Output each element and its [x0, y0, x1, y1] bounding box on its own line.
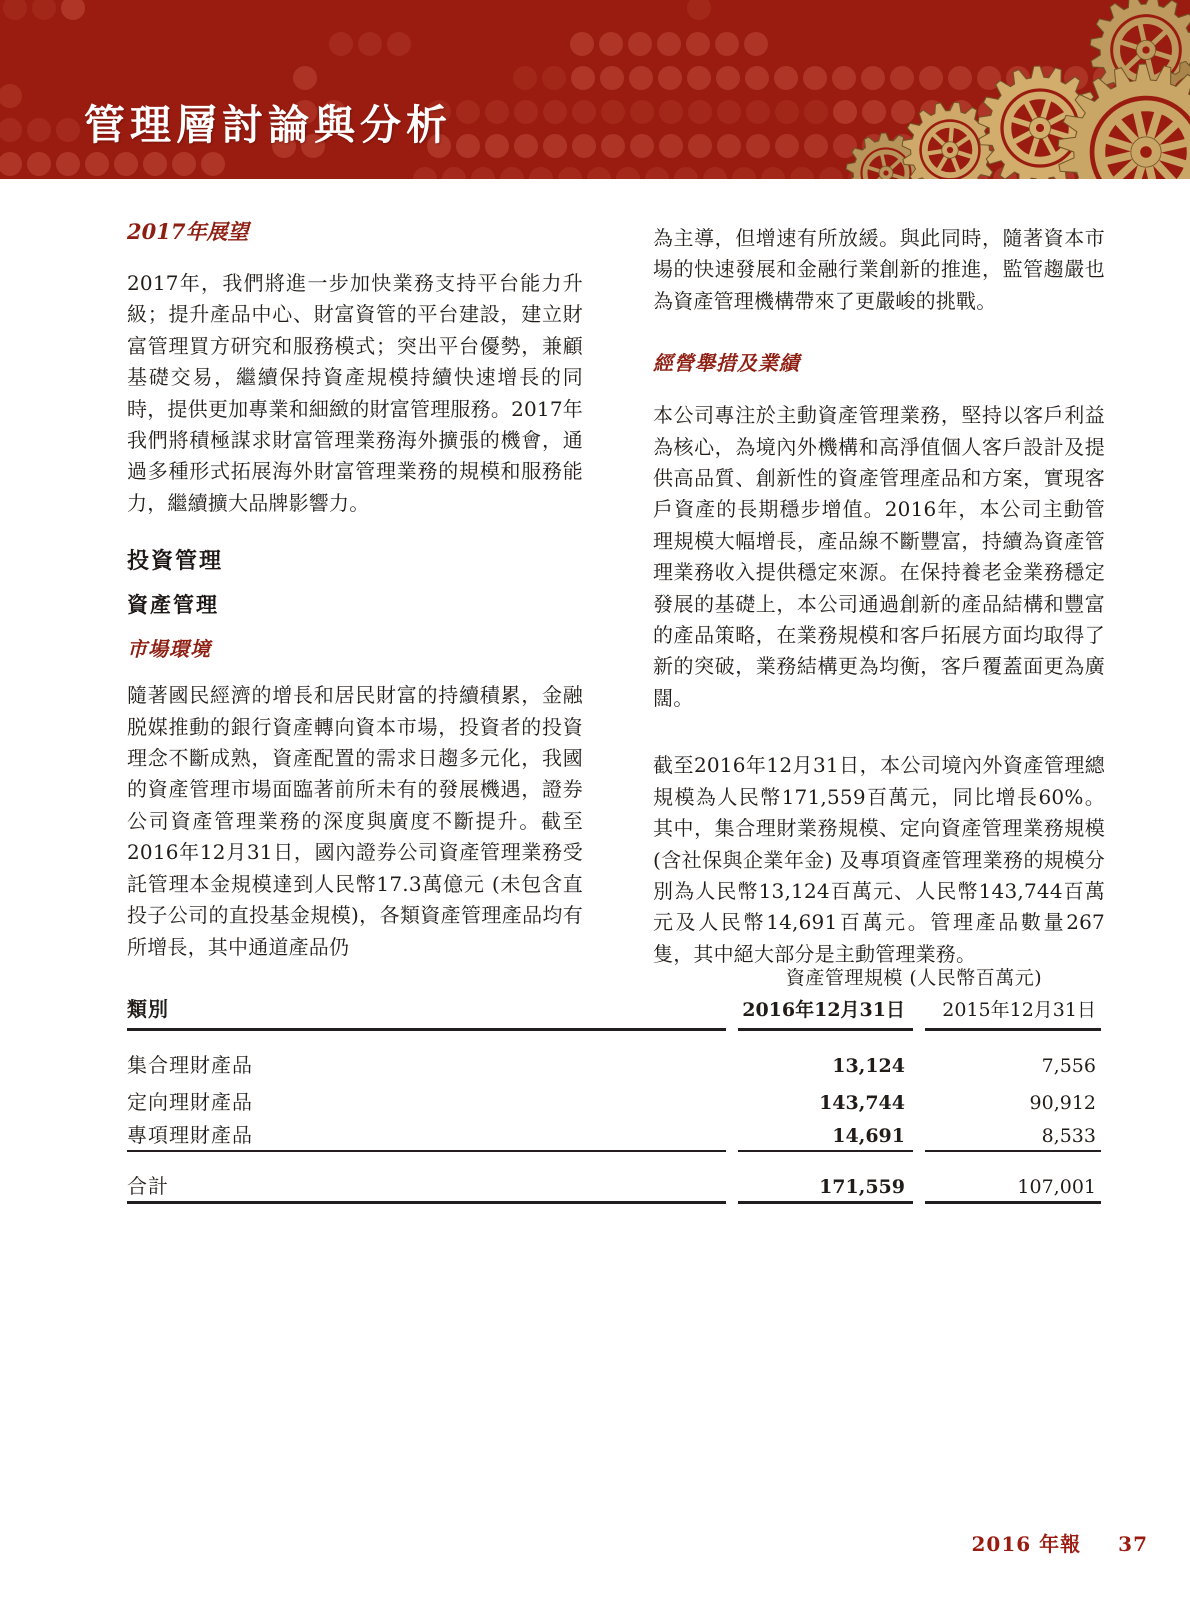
report-year-label: 2016 年報: [971, 1532, 1082, 1556]
table-total-row: [127, 1174, 1101, 1199]
row-value-2016: 14,691: [832, 1125, 905, 1147]
market-environment-paragraph: 隨著國民經濟的增長和居民財富的持續積累，金融脱媒推動的銀行資產轉向資本市場，投資者的投資理念不斷成熟，資產配置的需求日趨多元化，我國的資產管理市場面臨著前所未有的發展機遇，證券公司資產管理業務的深度與廣度不斷提升。截至2016年12月31日，國內證券公司資產管理業務受託管理本金規模達到人民幣17.3萬億元 (未包含直投子公司的直投基金規模)，各類資產管理產品均有所增長，其中通道產品仍: [127, 683, 583, 959]
asset-management-heading: 資產管理: [127, 592, 219, 618]
table-row: [127, 1090, 1101, 1115]
table-rule-bottom: [127, 1201, 1101, 1204]
page-title: 管理層討論與分析: [84, 101, 452, 149]
table-row: [127, 1053, 1101, 1078]
total-value-2016: 171,559: [819, 1175, 905, 1198]
table-row: [127, 1123, 1101, 1148]
table-span-header: 資產管理規模 (人民幣百萬元): [785, 967, 1043, 989]
total-value-2015: 107,001: [1017, 1175, 1096, 1198]
operations-results-heading: 經營舉措及業績: [653, 351, 800, 376]
column-header-2015: 2015年12月31日: [942, 999, 1096, 1021]
page-number: 37: [1118, 1532, 1148, 1556]
total-label: 合計: [127, 1173, 169, 1198]
outlook-heading: 2017年展望: [127, 219, 249, 244]
column-header-category: 類別: [127, 997, 169, 1021]
row-value-2016: 13,124: [832, 1055, 905, 1077]
outlook-paragraph: 2017年，我們將進一步加快業務支持平台能力升級；提升產品中心、財富資管的平台建設，建立財富管理買方研究和服務模式；突出平台優勢，兼顧基礎交易，繼續保持資產規模持續快速增長的同時，提供更加專業和細緻的財富管理服務。2017年我們將積極謀求財富管理業務海外擴張的機會，通過多種形式拓展海外財富管理業務的規模和服務能力，繼續擴大品牌影響力。: [127, 271, 583, 515]
row-value-2015: 90,912: [1029, 1092, 1096, 1114]
investment-management-heading: 投資管理: [127, 548, 224, 575]
aum-scale-paragraph: 截至2016年12月31日，本公司境內外資產管理總規模為人民幣171,559百萬元，同比增長60%。其中，集合理財業務規模、定向資產管理業務規模 (含社保與企業年金) 及專項資產管理業務的規模分別為人民幣13,124百萬元、人民幣143,744百萬元及人民幣14,691百萬元。管理產品數量267隻，其中絕大部分是主動管理業務。: [653, 753, 1105, 966]
table-rule-subtotal: [127, 1150, 1101, 1152]
row-label: 集合理財產品: [127, 1053, 253, 1077]
row-value-2015: 7,556: [1041, 1055, 1096, 1077]
row-value-2016: 143,744: [819, 1092, 905, 1114]
row-label: 專項理財產品: [127, 1123, 253, 1147]
market-environment-heading: 市場環境: [127, 637, 211, 662]
continuation-paragraph: 為主導，但增速有所放緩。與此同時，隨著資本市場的快速發展和金融行業創新的推進，監管趨嚴也為資產管理機構帶來了更嚴峻的挑戰。: [653, 226, 1105, 313]
operations-paragraph: 本公司專注於主動資產管理業務，堅持以客戶利益為核心，為境內外機構和高淨值個人客戶設計及提供高品質、創新性的資產管理產品和方案，實現客戶資產的長期穩步增值。2016年，本公司主動管理規模大幅增長，產品線不斷豐富，持續為資產管理業務收入提供穩定來源。在保持養老金業務穩定發展的基礎上，本公司通過創新的產品結構和豐富的產品策略，在業務規模和客戶拓展方面均取得了新的突破，業務結構更為均衡，客戶覆蓋面更為廣闊。: [653, 403, 1105, 710]
table-header-row: [127, 996, 1101, 1024]
column-header-2016: 2016年12月31日: [742, 999, 905, 1021]
banner-decoration-gears-icon: [0, 0, 1190, 179]
page-footer: [972, 1528, 1148, 1557]
right-text-column: [653, 210, 1105, 970]
left-text-column: [127, 210, 583, 963]
row-value-2015: 8,533: [1041, 1125, 1096, 1147]
page-header-banner: [0, 0, 1190, 179]
table-rule-top: [127, 1028, 1101, 1031]
row-label: 定向理財產品: [127, 1090, 253, 1114]
aum-table: [127, 965, 1101, 1204]
